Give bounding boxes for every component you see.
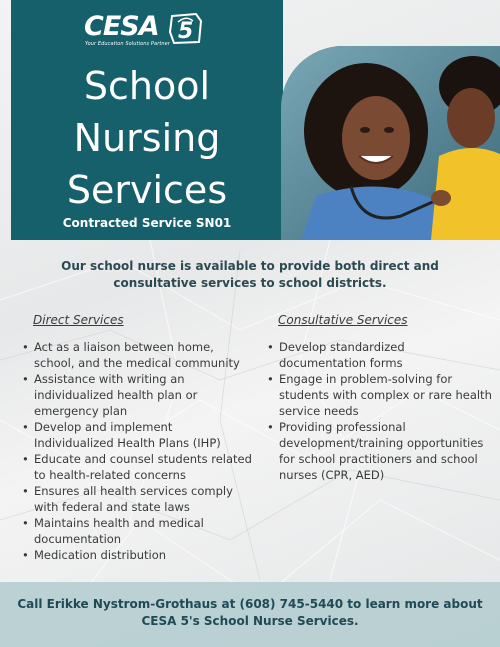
direct-services-list [22, 339, 252, 563]
list-item: • Assistance with writing an individualized health plan or emergency plan [22, 371, 252, 419]
title-line: Services [66, 168, 228, 212]
title-line: School [83, 64, 211, 108]
cesa5-logo [84, 12, 210, 50]
logo-numeral: 5 [178, 19, 194, 44]
consultative-services-list [267, 339, 492, 483]
intro-statement: Our school nurse is available to provide both direct and consultative services to school districts. [61, 259, 439, 290]
list-item: • Medication distribution [22, 547, 252, 563]
direct-services-heading: Direct Services [33, 313, 124, 327]
list-item: • Engage in problem-solving for students with complex or rare health service needs [267, 371, 492, 419]
title-line: Nursing [73, 116, 221, 160]
contact-footer [0, 582, 500, 647]
consultative-services-heading: Consultative Services [278, 313, 408, 327]
state-numeral-emblem [168, 12, 204, 46]
list-item: • Maintains health and medical documentation [22, 515, 252, 547]
list-item: • Educate and counsel students related to health-related concerns [22, 451, 252, 483]
logo-wordmark: CESA [84, 11, 159, 42]
page-title [11, 60, 283, 216]
contact-text: Call Erikke Nystrom-Grothaus at (608) 745-5440 to learn more about CESA 5's School Nurse Services. [17, 597, 483, 628]
list-item: • Providing professional development/training opportunities for school practitioners and school nurses (CPR, AED) [267, 419, 492, 483]
list-item: • Ensures all health services comply with federal and state laws [22, 483, 252, 515]
list-item: • Develop and implement Individualized Health Plans (IHP) [22, 419, 252, 451]
nurse-with-child-photo [281, 46, 500, 240]
service-code-subtitle: Contracted Service SN01 [62, 216, 232, 230]
logo-tagline: Your Education Solutions Partner [85, 41, 171, 47]
list-item: • Act as a liaison between home, school, and the medical community [22, 339, 252, 371]
photo-illustration [281, 46, 500, 240]
list-item: • Develop standardized documentation forms [267, 339, 492, 371]
